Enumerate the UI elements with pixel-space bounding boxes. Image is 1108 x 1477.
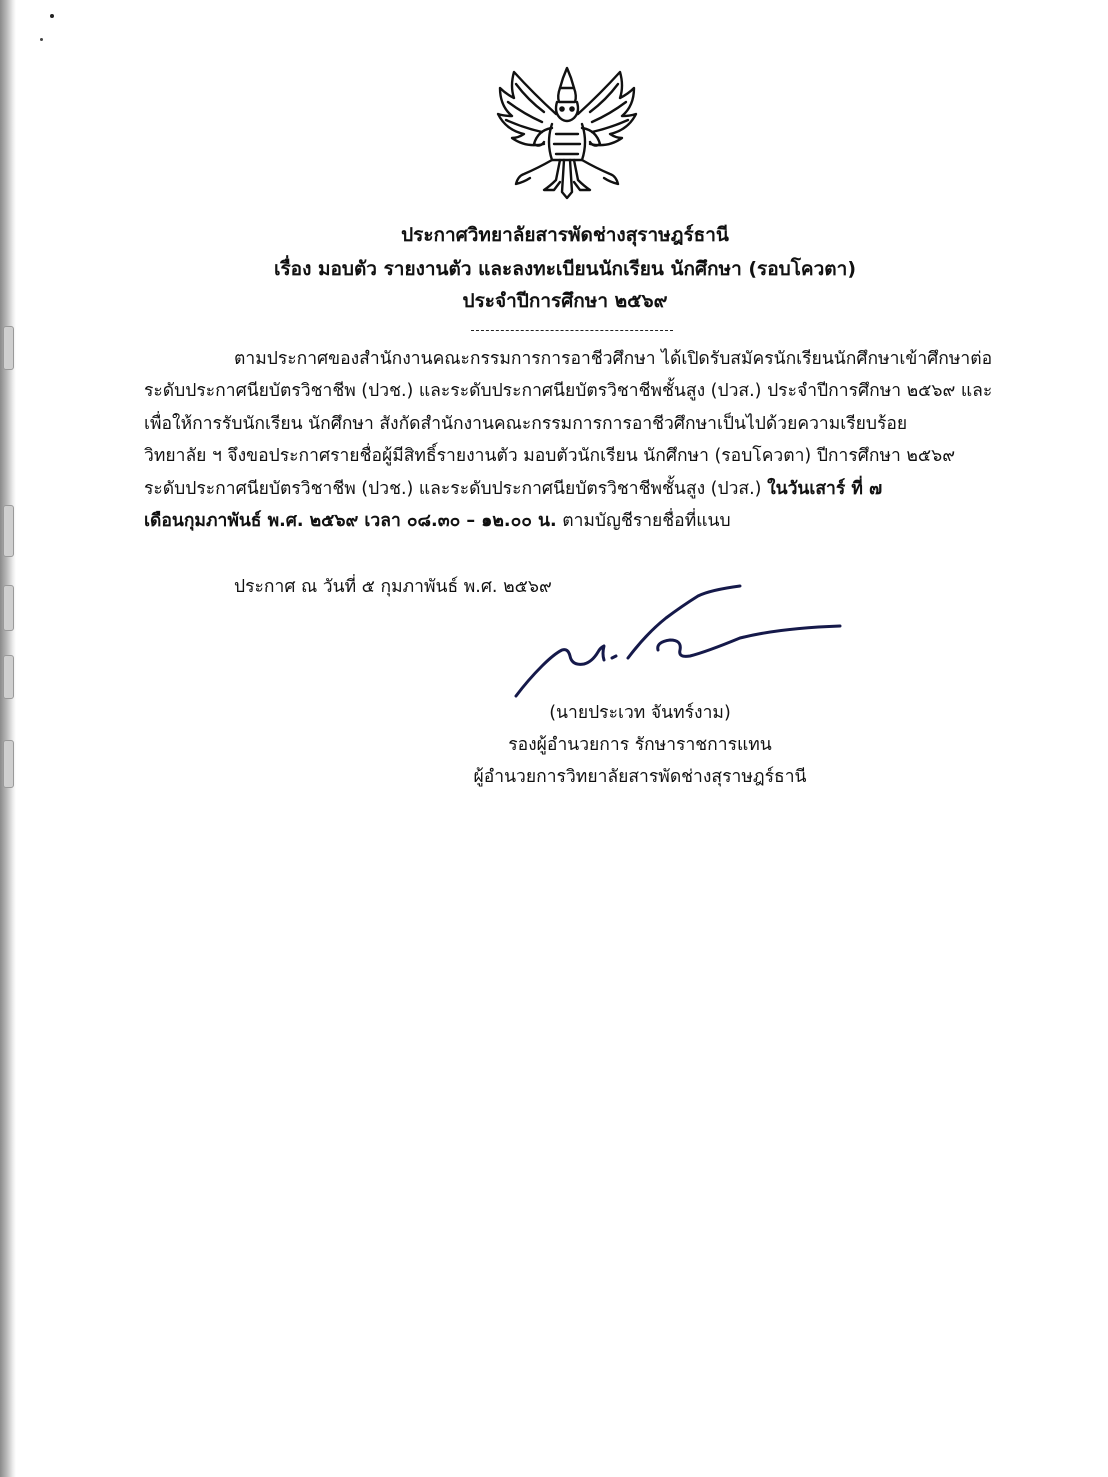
title-divider (471, 330, 673, 331)
scanner-edge-shadow (0, 0, 16, 1477)
scanner-edge-mark (3, 740, 14, 788)
event-date-highlight: ในวันเสาร์ ที่ ๗ (767, 478, 883, 499)
handwritten-signature (510, 584, 850, 704)
academic-year: ประจำปีการศึกษา ๒๕๖๙ (462, 290, 668, 312)
document-title: ประกาศวิทยาลัยสารพัดช่างสุราษฎร์ธานี (401, 224, 729, 246)
scan-speck (40, 38, 43, 41)
signatory-block (400, 697, 880, 793)
scanner-edge-mark (3, 326, 14, 370)
signatory-title: ผู้อำนวยการวิทยาลัยสารพัดช่างสุราษฎร์ธานี (473, 767, 807, 787)
announcement-date: ประกาศ ณ วันที่ ๕ กุมภาพันธ์ พ.ศ. ๒๕๖๙ (234, 577, 552, 597)
scan-speck (50, 14, 54, 18)
document-subject: เรื่อง มอบตัว รายงานตัว และลงทะเบียนนักเรียน นักศึกษา (รอบโควตา) (273, 258, 857, 280)
body-text-normal: ระดับประกาศนียบัตรวิชาชีพ (ปวช.) และระดับประกาศนียบัตรวิชาชีพชั้นสูง (ปวส.) (144, 478, 768, 499)
body-line (144, 505, 1024, 537)
signatory-name: (นายประเวท จันทร์งาม) (549, 703, 731, 723)
garuda-emblem-icon (494, 64, 640, 200)
scanner-edge-mark (3, 505, 14, 557)
announcement-body (144, 343, 1024, 537)
body-line (144, 473, 1024, 505)
body-line: ระดับประกาศนียบัตรวิชาชีพ (ปวช.) และระดับประกาศนียบัตรวิชาชีพชั้นสูง (ปวส.) ประจำปีการศึกษา ๒๕๖๙ และ (144, 381, 993, 402)
signatory-position: รองผู้อำนวยการ รักษาราชการแทน (508, 735, 772, 755)
body-line: ตามประกาศของสำนักงานคณะกรรมการการอาชีวศึกษา ได้เปิดรับสมัครนักเรียนนักศึกษาเข้าศึกษาต่อ (234, 349, 993, 369)
event-time-highlight: เดือนกุมภาพันธ์ พ.ศ. ๒๕๖๙ เวลา ๐๘.๓๐ – ๑๒.๐๐ น. (144, 510, 557, 531)
scanner-edge-mark (3, 585, 14, 631)
body-line: วิทยาลัย ฯ จึงขอประกาศรายชื่อผู้มีสิทธิ์รายงานตัว มอบตัวนักเรียน นักศึกษา (รอบโควตา) ปีการศึกษา ๒๕๖๙ (144, 446, 956, 467)
body-line: เพื่อให้การรับนักเรียน นักศึกษา สังกัดสำนักงานคณะกรรมการการอาชีวศึกษาเป็นไปด้วยความเรียบร้อย (144, 413, 908, 434)
body-text-normal: ตามบัญชีรายชื่อที่แนบ (556, 510, 731, 531)
scanner-edge-mark (3, 655, 14, 699)
